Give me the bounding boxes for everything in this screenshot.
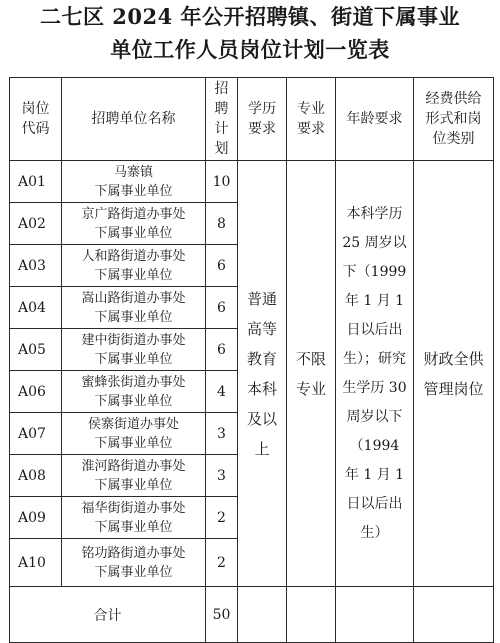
row-unit: 人和路街道办事处 下属事业单位: [62, 245, 206, 287]
row-plan: 6: [206, 245, 238, 287]
row-unit: 侯寨街道办事处 下属事业单位: [62, 413, 206, 455]
header-code: 岗位代码: [10, 78, 62, 161]
header-plan: 招聘计划: [206, 78, 238, 161]
total-label: 合计: [10, 587, 206, 643]
position-plan-table: [9, 77, 494, 643]
row-plan: 2: [206, 539, 238, 587]
row-unit: 淮河路街道办事处 下属事业单位: [62, 455, 206, 497]
age-requirement: 本科学历 25 周岁以下（1999 年 1 月 1 日以后出生）；研究生学历 30 周岁以下（1994 年 1 月 1 日以后出生）: [336, 161, 414, 587]
row-code: A07: [10, 413, 62, 455]
header-major: 专业要求: [287, 78, 336, 161]
funding-type: 财政全供管理岗位: [414, 161, 494, 587]
row-code: A05: [10, 329, 62, 371]
total-empty-cell: [336, 587, 414, 643]
row-unit: 蜜蜂张街道办事处 下属事业单位: [62, 371, 206, 413]
row-code: A06: [10, 371, 62, 413]
total-empty-cell: [287, 587, 336, 643]
row-unit: 福华街街道办事处 下属事业单位: [62, 497, 206, 539]
header-age: 年龄要求: [336, 78, 414, 161]
row-plan: 3: [206, 413, 238, 455]
total-empty-cell: [414, 587, 494, 643]
row-plan: 2: [206, 497, 238, 539]
row-code: A01: [10, 161, 62, 203]
row-unit: 铭功路街道办事处 下属事业单位: [62, 539, 206, 587]
row-unit: 京广路街道办事处 下属事业单位: [62, 203, 206, 245]
header-education: 学历要求: [238, 78, 287, 161]
page-title-line1: 二七区 2024 年公开招聘镇、街道下属事业: [39, 4, 461, 29]
total-row: [10, 587, 494, 643]
row-code: A10: [10, 539, 62, 587]
major-requirement: 不限专业: [287, 161, 336, 587]
header-unit: 招聘单位名称: [62, 78, 206, 161]
table-row: [10, 161, 494, 203]
row-unit: 嵩山路街道办事处 下属事业单位: [62, 287, 206, 329]
row-code: A08: [10, 455, 62, 497]
header-funding: 经费供给形式和岗位类别: [414, 78, 494, 161]
row-code: A09: [10, 497, 62, 539]
row-code: A04: [10, 287, 62, 329]
row-plan: 10: [206, 161, 238, 203]
total-empty-cell: [238, 587, 287, 643]
row-plan: 3: [206, 455, 238, 497]
row-unit: 建中街街道办事处 下属事业单位: [62, 329, 206, 371]
page-title-line2: 单位工作人员岗位计划一览表: [110, 37, 390, 62]
row-plan: 8: [206, 203, 238, 245]
row-plan: 4: [206, 371, 238, 413]
row-code: A02: [10, 203, 62, 245]
row-plan: 6: [206, 329, 238, 371]
row-plan: 6: [206, 287, 238, 329]
row-unit: 马寨镇 下属事业单位: [62, 161, 206, 203]
education-requirement: 普通高等教育本科及以上: [238, 161, 287, 587]
table-header-row: [10, 78, 494, 161]
total-value: 50: [206, 587, 238, 643]
row-code: A03: [10, 245, 62, 287]
